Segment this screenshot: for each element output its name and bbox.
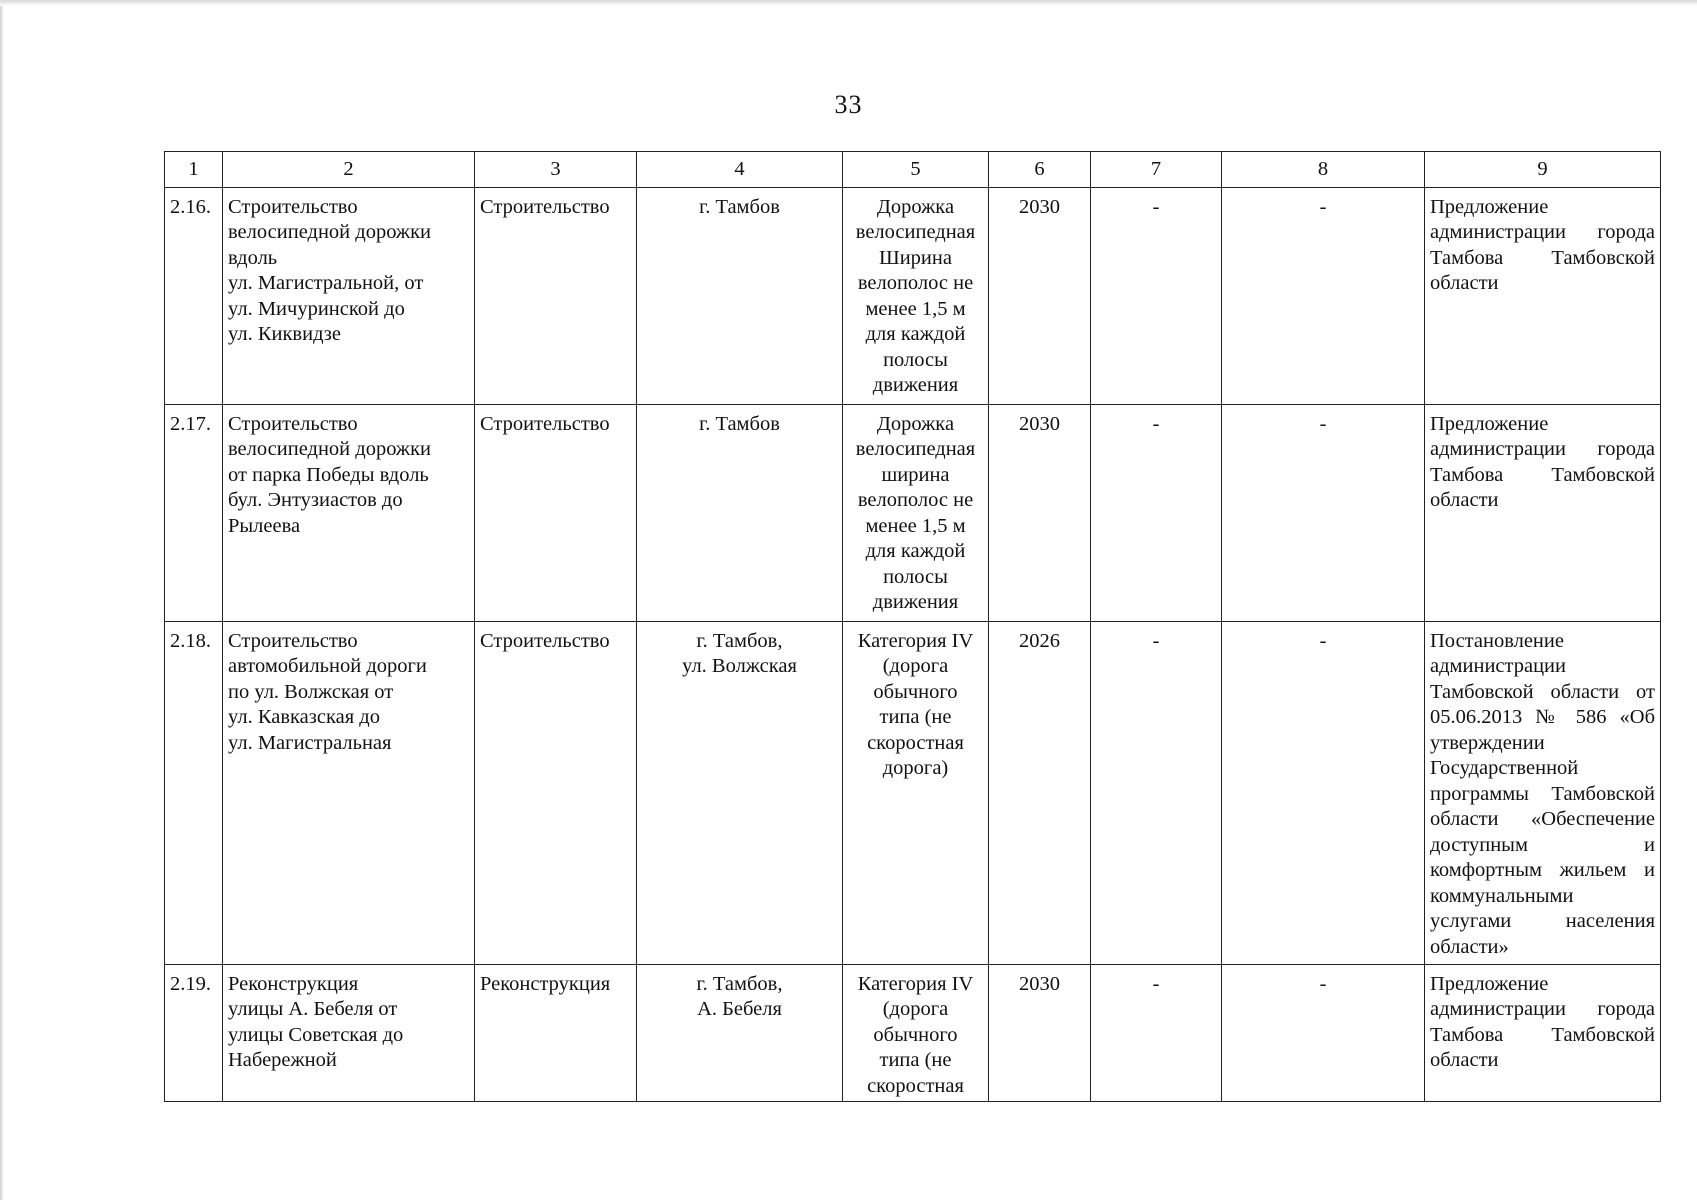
column-number-row bbox=[165, 152, 1661, 188]
objects-table bbox=[164, 151, 1661, 1102]
object-name: Строительство велосипедной дорожки от парка Победы вдоль бул. Энтузиастов до Рылеева bbox=[223, 404, 475, 621]
work-type: Строительство bbox=[475, 621, 637, 964]
column-8-value: - bbox=[1222, 964, 1425, 1102]
column-header: 4 bbox=[637, 152, 843, 188]
year: 2030 bbox=[989, 187, 1091, 404]
row-number: 2.17. bbox=[165, 404, 223, 621]
column-8-value: - bbox=[1222, 404, 1425, 621]
row-number: 2.18. bbox=[165, 621, 223, 964]
row-number: 2.16. bbox=[165, 187, 223, 404]
characteristics: Категория IV (дорога обычного типа (не скоростная bbox=[843, 964, 989, 1102]
source-document: Предложение администрации города Тамбова Тамбовской области bbox=[1425, 964, 1661, 1102]
work-type: Строительство bbox=[475, 404, 637, 621]
year: 2026 bbox=[989, 621, 1091, 964]
characteristics: Дорожка велосипедная ширина велополос не менее 1,5 м для каждой полосы движения bbox=[843, 404, 989, 621]
work-type: Реконструкция bbox=[475, 964, 637, 1102]
location: г. Тамбов bbox=[637, 404, 843, 621]
column-7-value: - bbox=[1091, 404, 1222, 621]
column-header: 2 bbox=[223, 152, 475, 188]
column-8-value: - bbox=[1222, 187, 1425, 404]
object-name: Строительство велосипедной дорожки вдоль ул. Магистральной, от ул. Мичуринской до ул. Киквидзе bbox=[223, 187, 475, 404]
year: 2030 bbox=[989, 404, 1091, 621]
table-row bbox=[165, 187, 1661, 404]
column-header: 6 bbox=[989, 152, 1091, 188]
work-type: Строительство bbox=[475, 187, 637, 404]
column-8-value: - bbox=[1222, 621, 1425, 964]
location: г. Тамбов, ул. Волжская bbox=[637, 621, 843, 964]
row-number: 2.19. bbox=[165, 964, 223, 1102]
table-row bbox=[165, 964, 1661, 1102]
year: 2030 bbox=[989, 964, 1091, 1102]
table-row bbox=[165, 404, 1661, 621]
page-number: 33 bbox=[834, 90, 863, 119]
characteristics: Дорожка велосипедная Ширина велополос не менее 1,5 м для каждой полосы движения bbox=[843, 187, 989, 404]
characteristics: Категория IV (дорога обычного типа (не скоростная дорога) bbox=[843, 621, 989, 964]
source-document: Предложение администрации города Тамбова Тамбовской области bbox=[1425, 404, 1661, 621]
column-header: 7 bbox=[1091, 152, 1222, 188]
scan-top-edge bbox=[0, 0, 1697, 6]
source-document: Предложение администрации города Тамбова Тамбовской области bbox=[1425, 187, 1661, 404]
source-document: Постановление администрации Тамбовской области от 05.06.2013 № 586 «Об утверждении Государственной программы Тамбовской области «Обеспечение доступным и комфортным жильем и коммунальными услугами населения области» bbox=[1425, 621, 1661, 964]
column-header: 3 bbox=[475, 152, 637, 188]
column-header: 1 bbox=[165, 152, 223, 188]
location: г. Тамбов, А. Бебеля bbox=[637, 964, 843, 1102]
table-row bbox=[165, 621, 1661, 964]
column-header: 8 bbox=[1222, 152, 1425, 188]
scan-edge bbox=[0, 0, 4, 1200]
column-7-value: - bbox=[1091, 187, 1222, 404]
object-name: Строительство автомобильной дороги по ул. Волжская от ул. Кавказская до ул. Магистральная bbox=[223, 621, 475, 964]
column-header: 9 bbox=[1425, 152, 1661, 188]
location: г. Тамбов bbox=[637, 187, 843, 404]
column-7-value: - bbox=[1091, 621, 1222, 964]
column-7-value: - bbox=[1091, 964, 1222, 1102]
column-header: 5 bbox=[843, 152, 989, 188]
object-name: Реконструкция улицы А. Бебеля от улицы Советская до Набережной bbox=[223, 964, 475, 1102]
